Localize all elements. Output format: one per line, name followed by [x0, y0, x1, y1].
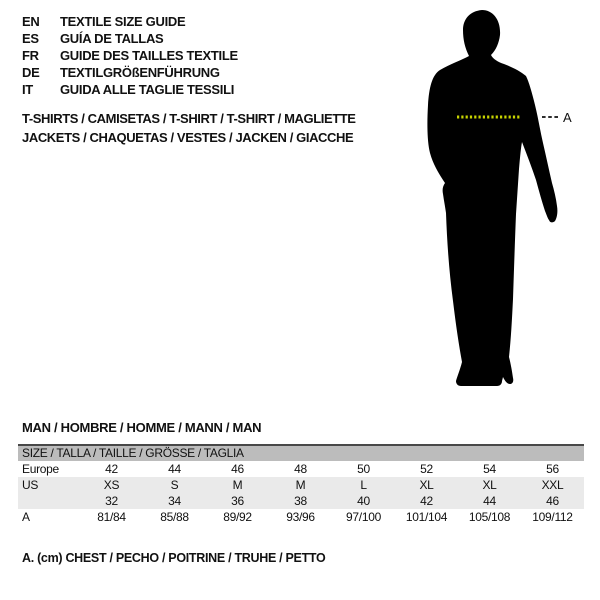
table-cell: 44 [168, 462, 181, 476]
man-silhouette-figure [410, 0, 600, 400]
table-cell: 105/108 [468, 510, 511, 524]
table-cell: 97/100 [346, 510, 381, 524]
table-cell: XXL [541, 478, 564, 492]
language-code: ES [22, 31, 39, 46]
table-cell: S [170, 478, 179, 492]
table-cell: 101/104 [405, 510, 448, 524]
language-label: GUÍA DE TALLAS [60, 31, 164, 46]
table-cell: 44 [483, 494, 496, 508]
language-row-de [22, 64, 238, 81]
category-tshirts: T-SHIRTS / CAMISETAS / T-SHIRT / T-SHIRT / MAGLIETTE [22, 111, 356, 126]
table-cell: 50 [357, 462, 370, 476]
size-table-header: SIZE / TALLA / TAILLE / GRÖSSE / TAGLIA [18, 446, 584, 461]
table-cell: XS [103, 478, 120, 492]
row-label [18, 493, 80, 509]
category-jackets: JACKETS / CHAQUETAS / VESTES / JACKEN / GIACCHE [22, 130, 354, 145]
language-code: FR [22, 48, 39, 63]
table-cell: M [295, 478, 306, 492]
table-cell: 34 [168, 494, 181, 508]
table-cell: 89/92 [223, 510, 252, 524]
section-title-man: MAN / HOMBRE / HOMME / MANN / MAN [22, 420, 262, 435]
table-cell: 81/84 [97, 510, 126, 524]
language-label: TEXTILE SIZE GUIDE [60, 14, 186, 29]
language-label: GUIDA ALLE TAGLIE TESSILI [60, 82, 235, 97]
table-cell: 42 [105, 462, 118, 476]
table-cell: 93/96 [286, 510, 315, 524]
table-cell: 38 [294, 494, 307, 508]
table-cell: 32 [105, 494, 118, 508]
language-code: DE [22, 65, 40, 80]
language-row-fr [22, 47, 238, 64]
table-row-numeric [18, 493, 584, 509]
table-cell: 85/88 [160, 510, 189, 524]
language-list [22, 13, 238, 98]
table-cell: 56 [546, 462, 559, 476]
man-silhouette [427, 10, 557, 386]
table-cell: 48 [294, 462, 307, 476]
table-cell: L [360, 478, 367, 492]
table-cell: 42 [420, 494, 433, 508]
table-cell: 46 [231, 462, 244, 476]
language-code: EN [22, 14, 40, 29]
table-row-europe [18, 461, 584, 477]
table-cell: XL [419, 478, 434, 492]
language-label: GUIDE DES TAILLES TEXTILE [60, 48, 238, 63]
table-row-chest-cm [18, 509, 584, 525]
row-label: Europe [22, 462, 59, 476]
chest-measure-footnote: A. (cm) CHEST / PECHO / POITRINE / TRUHE / PETTO [22, 551, 326, 565]
table-cell: 36 [231, 494, 244, 508]
language-label: TEXTILGRÖßENFÜHRUNG [60, 65, 220, 80]
language-row-it [22, 81, 238, 98]
table-cell: 46 [546, 494, 559, 508]
row-label: A [22, 510, 30, 524]
category-list [22, 109, 356, 147]
language-code: IT [22, 82, 33, 97]
table-cell: 40 [357, 494, 370, 508]
table-cell: 54 [483, 462, 496, 476]
row-label: US [22, 478, 39, 492]
table-cell: XL [482, 478, 497, 492]
table-cell: M [232, 478, 243, 492]
table-cell: 109/112 [532, 510, 573, 524]
table-cell: 52 [420, 462, 433, 476]
language-row-en [22, 13, 238, 30]
measure-label-a: A [563, 110, 572, 125]
man-silhouette-svg [410, 0, 600, 400]
table-row-us [18, 477, 584, 493]
size-table [18, 444, 584, 525]
language-row-es [22, 30, 238, 47]
